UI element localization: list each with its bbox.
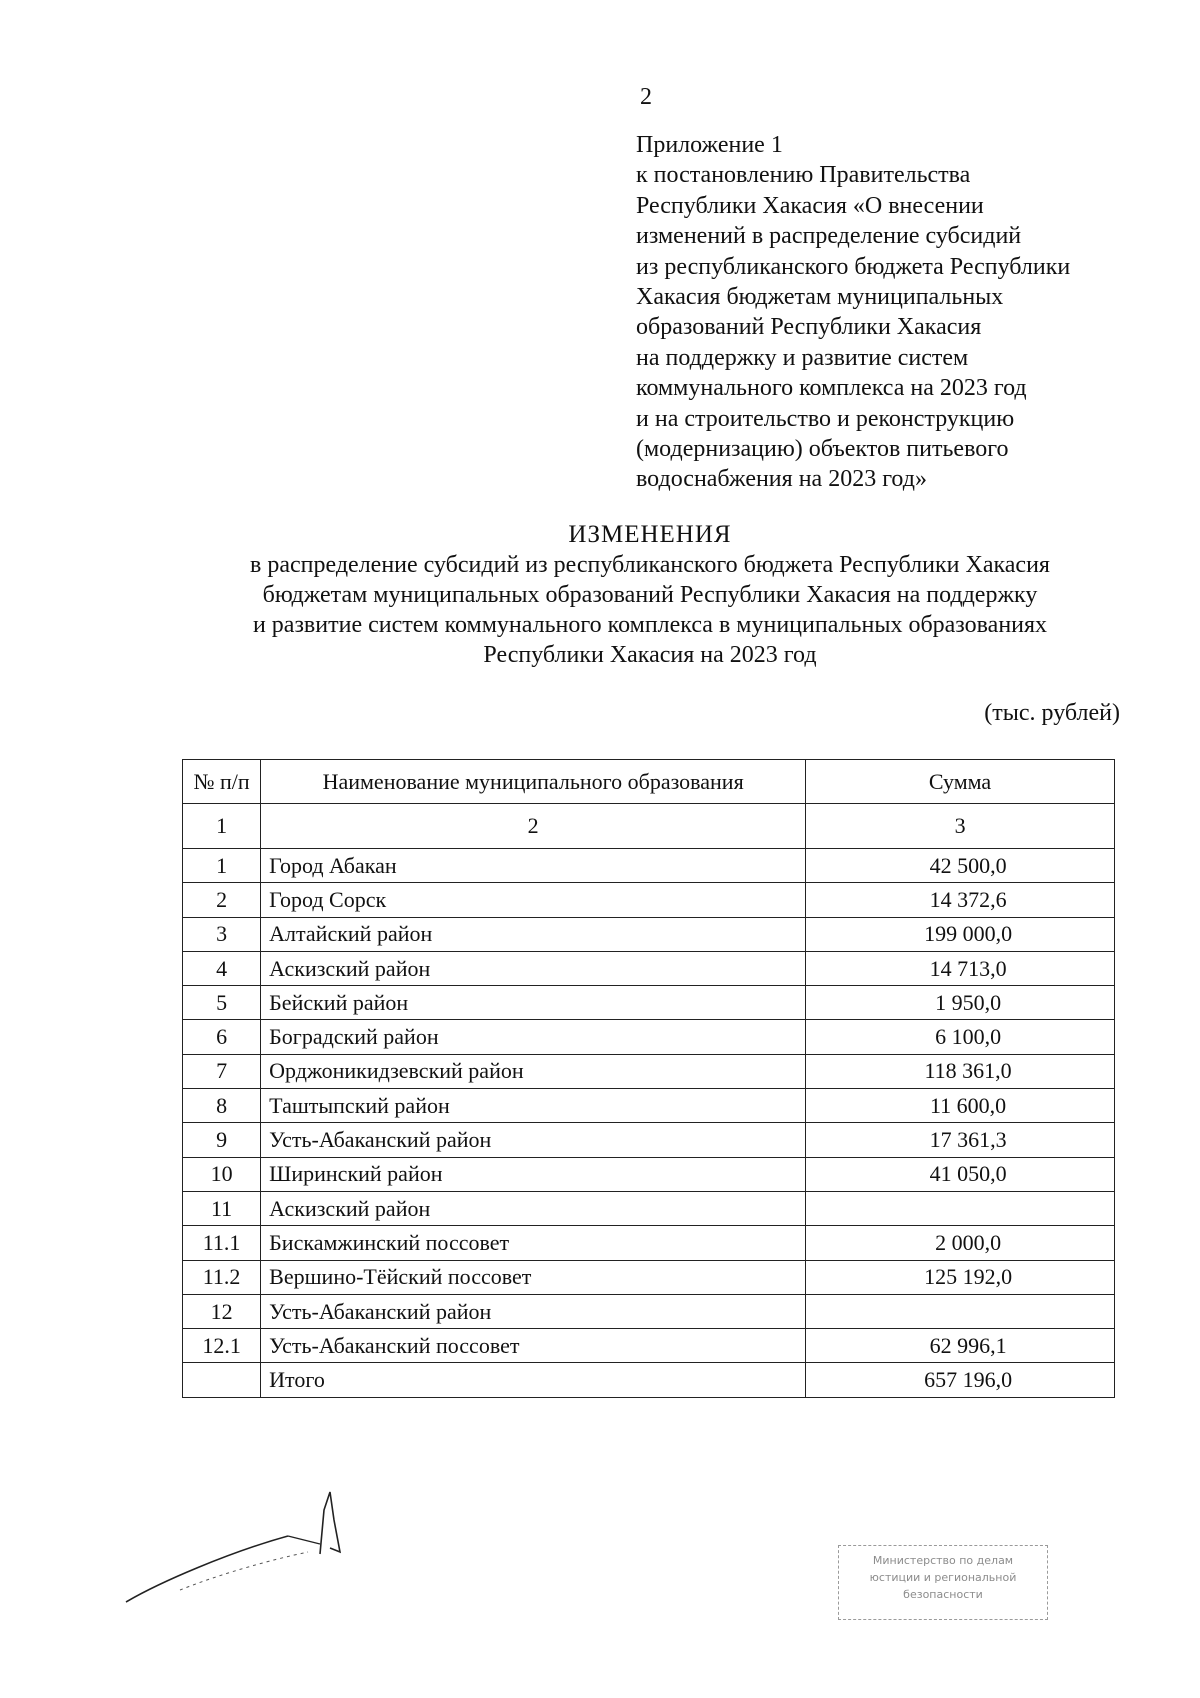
row-sum-cell: 14 713,0 [806, 951, 1115, 985]
row-sum-cell: 199 000,0 [806, 917, 1115, 951]
row-number-cell: 1 [183, 849, 261, 883]
table-row [183, 917, 1115, 951]
row-sum-cell: 6 100,0 [806, 1020, 1115, 1054]
row-name-cell: Аскизский район [261, 951, 806, 985]
title-line: бюджетам муниципальных образований Республики Хакасия на поддержку [262, 582, 1038, 608]
row-name-cell: Усть-Абаканский район [261, 1123, 806, 1157]
document-title [0, 520, 1200, 670]
row-number-cell: 4 [183, 951, 261, 985]
row-name-cell: Бискамжинский поссовет [261, 1226, 806, 1260]
appendix-line: из республиканского бюджета Республики [636, 253, 1071, 280]
row-number-cell: 8 [183, 1089, 261, 1123]
title-line: и развитие систем коммунального комплекса в муниципальных образованиях [252, 612, 1048, 638]
table-row [183, 1191, 1115, 1225]
appendix-line: коммунального комплекса на 2023 год [636, 375, 1027, 402]
table-body [183, 849, 1115, 1398]
row-sum-cell: 11 600,0 [806, 1089, 1115, 1123]
table-row [183, 883, 1115, 917]
row-number-cell: 7 [183, 1054, 261, 1088]
appendix-line: на поддержку и развитие систем [636, 344, 969, 371]
row-name-cell: Боградский район [261, 1020, 806, 1054]
title-heading: ИЗМЕНЕНИЯ [568, 521, 732, 548]
column-number: 2 [261, 804, 806, 849]
row-number-cell: 11 [183, 1191, 261, 1225]
stamp [838, 1545, 1048, 1620]
row-number-cell: 6 [183, 1020, 261, 1054]
row-sum-cell: 1 950,0 [806, 986, 1115, 1020]
row-number-cell: 5 [183, 986, 261, 1020]
header-name: Наименование муниципального образования [261, 760, 806, 804]
row-number-cell: 3 [183, 917, 261, 951]
title-line: Республики Хакасия на 2023 год [483, 642, 817, 668]
table-row [183, 1020, 1115, 1054]
appendix-line: и на строительство и реконструкцию [636, 405, 1015, 432]
column-number-row [183, 804, 1115, 849]
table-row [183, 1123, 1115, 1157]
row-sum-cell [806, 1191, 1115, 1225]
appendix-line: водоснабжения на 2023 год» [636, 466, 927, 493]
column-number: 3 [806, 804, 1115, 849]
row-sum-cell: 14 372,6 [806, 883, 1115, 917]
appendix-line: (модернизацию) объектов питьевого [636, 436, 1009, 463]
row-number-cell [183, 1363, 261, 1397]
table-row [183, 1054, 1115, 1088]
row-name-cell: Усть-Абаканский поссовет [261, 1329, 806, 1363]
table-row [183, 986, 1115, 1020]
row-number-cell: 10 [183, 1157, 261, 1191]
row-sum-cell: 657 196,0 [806, 1363, 1115, 1397]
row-number-cell: 9 [183, 1123, 261, 1157]
title-line: в распределение субсидий из республиканского бюджета Республики Хакасия [250, 552, 1050, 578]
column-number: 1 [183, 804, 261, 849]
row-number-cell: 12.1 [183, 1329, 261, 1363]
header-number: № п/п [183, 760, 261, 804]
row-number-cell: 11.2 [183, 1260, 261, 1294]
table-row [183, 1226, 1115, 1260]
page-number: 2 [640, 84, 652, 110]
table-row [183, 849, 1115, 883]
table-row [183, 1089, 1115, 1123]
table-header-row [183, 760, 1115, 804]
appendix-line: Хакасия бюджетам муниципальных [636, 284, 1004, 311]
units-label: (тыс. рублей) [984, 700, 1120, 726]
row-sum-cell: 62 996,1 [806, 1329, 1115, 1363]
header-sum: Сумма [806, 760, 1115, 804]
table-row [183, 1260, 1115, 1294]
row-name-cell: Алтайский район [261, 917, 806, 951]
row-sum-cell: 17 361,3 [806, 1123, 1115, 1157]
row-sum-cell [806, 1294, 1115, 1328]
row-sum-cell: 118 361,0 [806, 1054, 1115, 1088]
row-sum-cell: 41 050,0 [806, 1157, 1115, 1191]
row-name-cell: Бейский район [261, 986, 806, 1020]
row-number-cell: 11.1 [183, 1226, 261, 1260]
table-row [183, 1363, 1115, 1397]
row-name-cell: Итого [261, 1363, 806, 1397]
stamp-line: безопасности [903, 1588, 983, 1601]
row-name-cell: Город Абакан [261, 849, 806, 883]
row-sum-cell: 125 192,0 [806, 1260, 1115, 1294]
stamp-line: юстиции и региональной [869, 1571, 1017, 1584]
row-name-cell: Ширинский район [261, 1157, 806, 1191]
table-row [183, 951, 1115, 985]
signature [120, 1490, 360, 1610]
row-number-cell: 2 [183, 883, 261, 917]
row-name-cell: Аскизский район [261, 1191, 806, 1225]
appendix-line: изменений в распределение субсидий [636, 223, 1022, 250]
appendix-line: Республики Хакасия «О внесении [636, 192, 984, 219]
row-name-cell: Усть-Абаканский район [261, 1294, 806, 1328]
table-row [183, 1329, 1115, 1363]
appendix-block [636, 130, 1156, 495]
row-name-cell: Таштыпский район [261, 1089, 806, 1123]
table-row [183, 1157, 1115, 1191]
subsidies-table [182, 759, 1115, 1398]
appendix-line: образований Республики Хакасия [636, 314, 982, 341]
row-sum-cell: 2 000,0 [806, 1226, 1115, 1260]
stamp-line: Министерство по делам [872, 1554, 1014, 1567]
row-name-cell: Город Сорск [261, 883, 806, 917]
row-sum-cell: 42 500,0 [806, 849, 1115, 883]
appendix-line: Приложение 1 [636, 132, 783, 158]
appendix-line: к постановлению Правительства [636, 162, 971, 189]
row-name-cell: Вершино-Тёйский поссовет [261, 1260, 806, 1294]
row-number-cell: 12 [183, 1294, 261, 1328]
row-name-cell: Орджоникидзевский район [261, 1054, 806, 1088]
table-row [183, 1294, 1115, 1328]
